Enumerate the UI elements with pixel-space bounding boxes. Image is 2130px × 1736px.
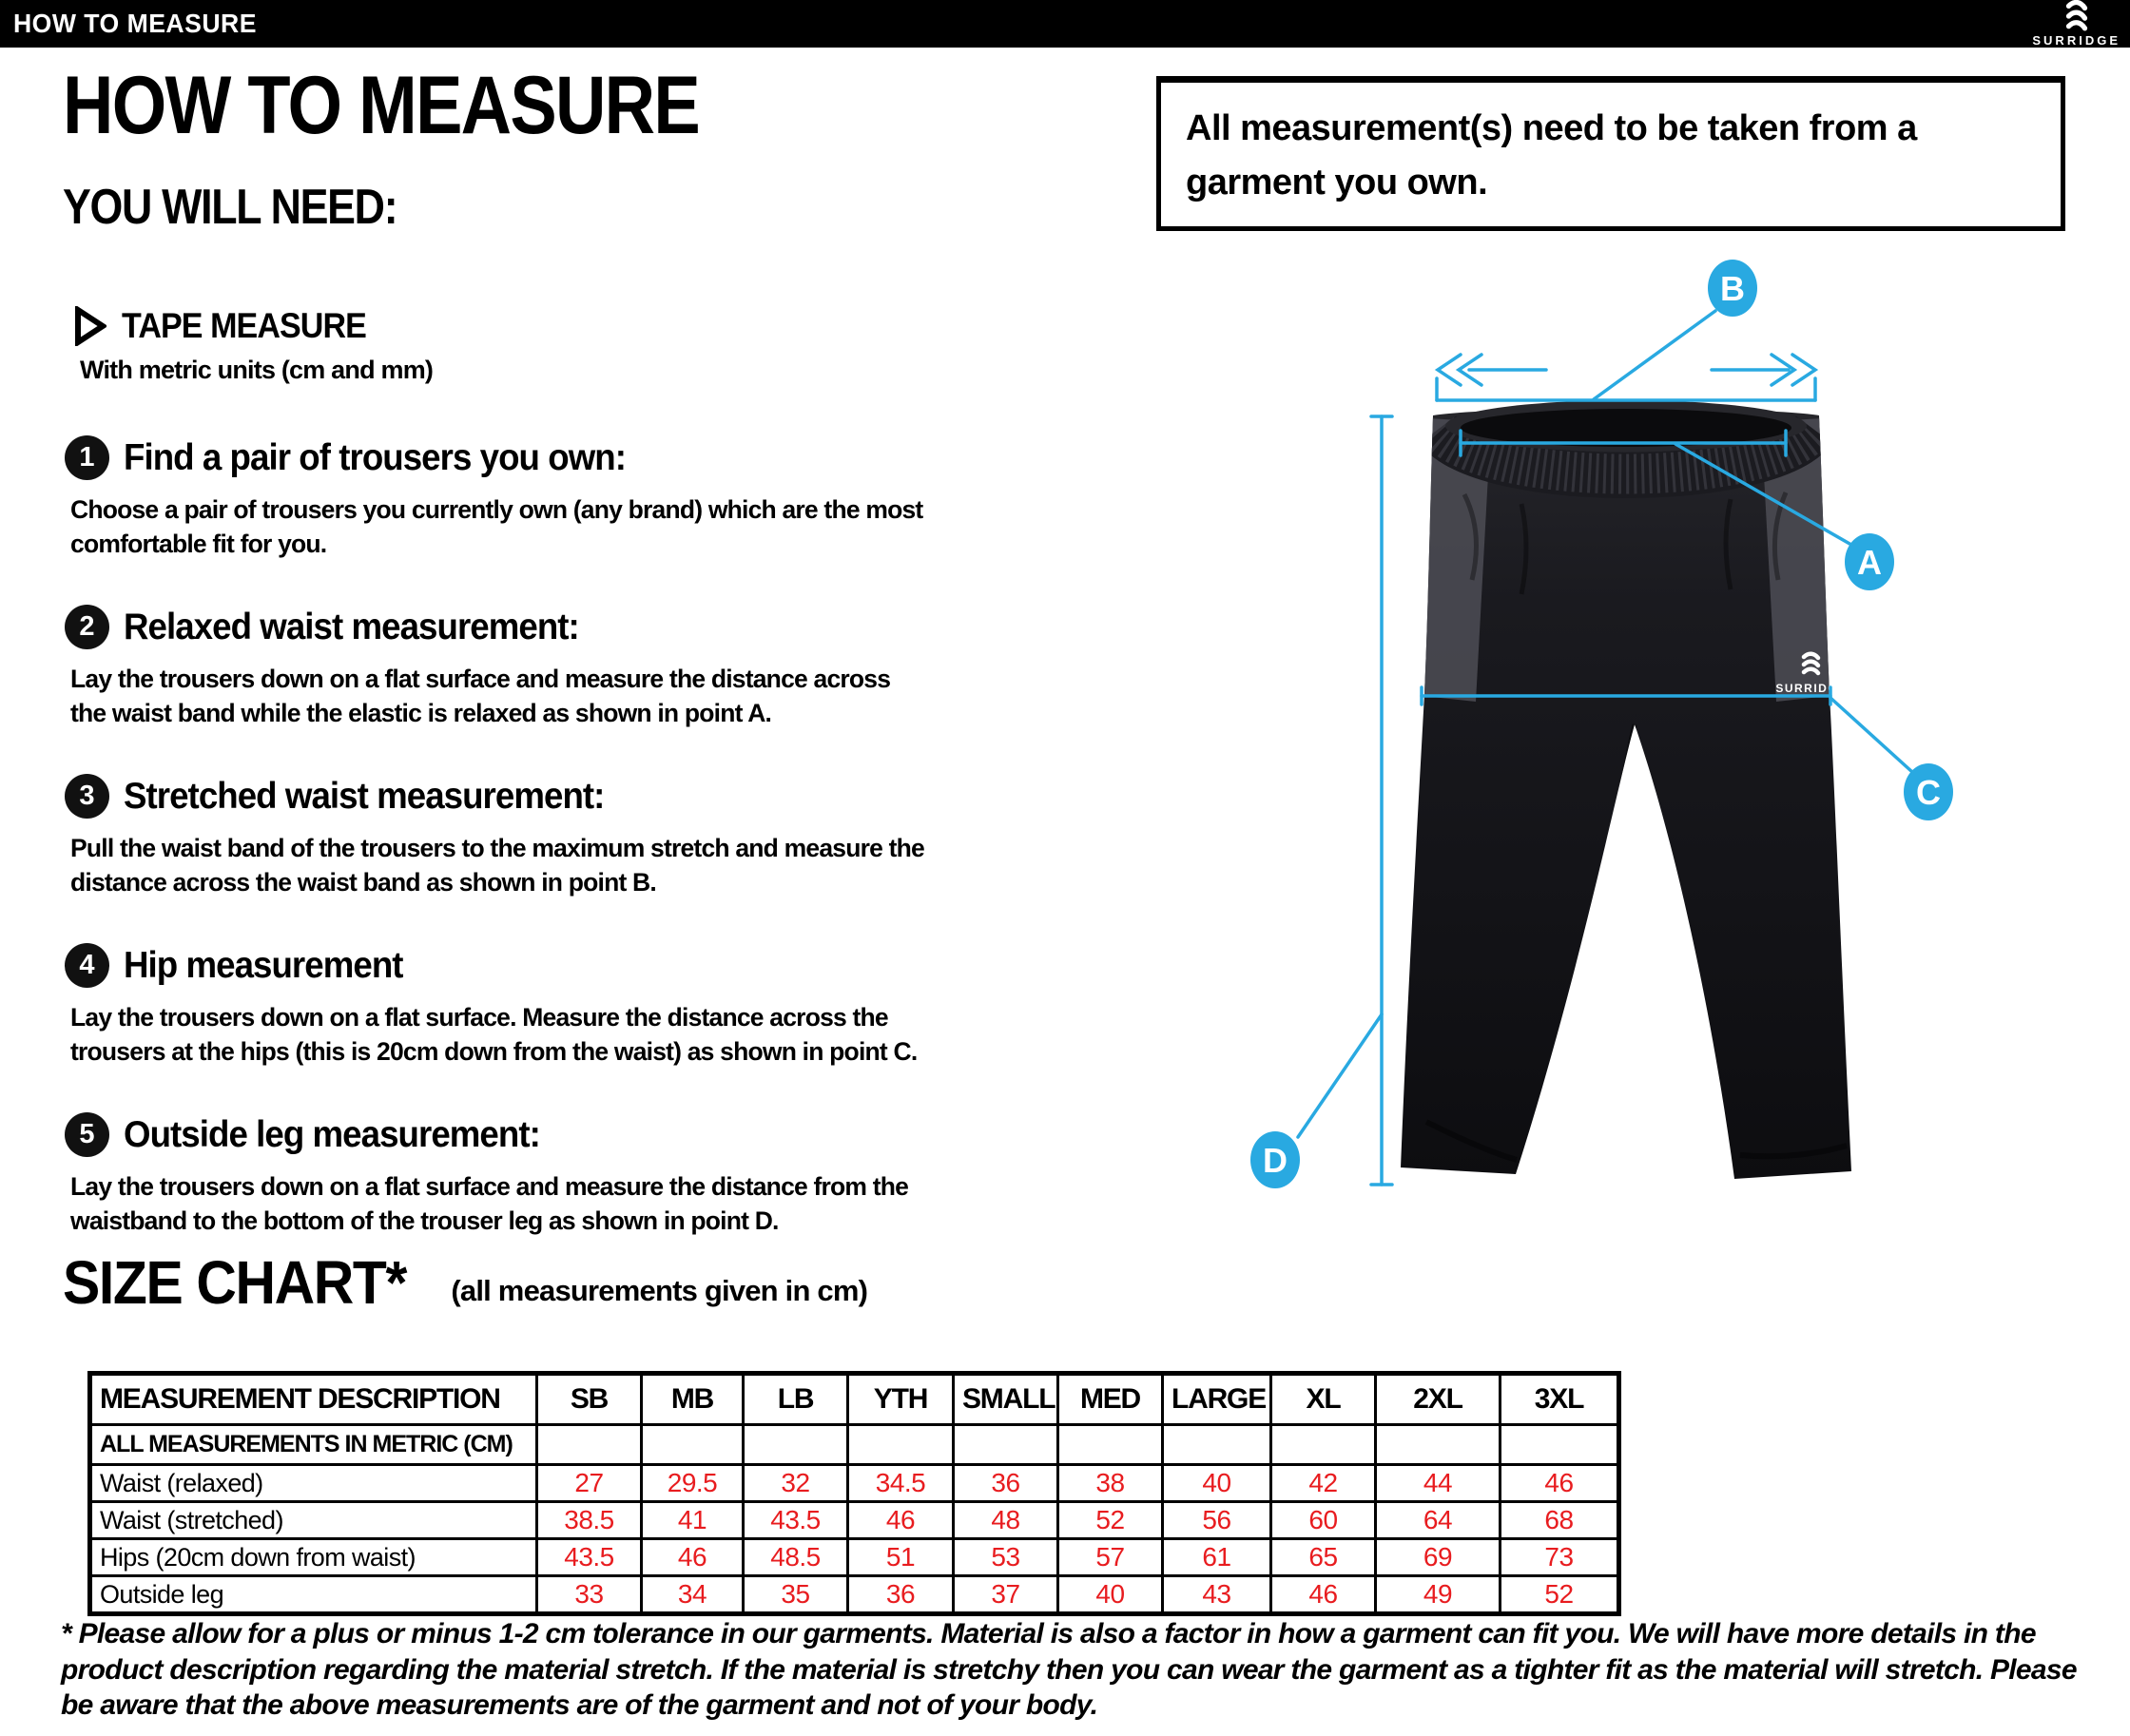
measurement-value: 29.5 [642,1465,744,1502]
empty-cell [1501,1425,1619,1465]
empty-cell [848,1425,954,1465]
empty-cell [954,1425,1058,1465]
size-column-header: MEASUREMENT DESCRIPTION [90,1374,537,1425]
measurement-note-text: All measurement(s) need to be taken from a garment you own. [1186,108,1917,203]
step-heading [65,435,1149,480]
step-title: Find a pair of trousers you own: [124,436,627,478]
tape-measure-label: TAPE MEASURE [122,306,366,345]
measurement-value: 41 [642,1502,744,1539]
size-column-header: YTH [848,1374,954,1425]
measurement-value: 44 [1376,1465,1501,1502]
step-number-badge: 4 [65,943,109,988]
empty-cell [1271,1425,1376,1465]
measurement-value: 36 [954,1465,1058,1502]
step-number-badge: 5 [65,1112,109,1157]
measure-step [65,1112,1149,1238]
empty-cell [1376,1425,1501,1465]
empty-cell [642,1425,744,1465]
measure-step [65,774,1149,899]
measurement-value: 69 [1376,1539,1501,1576]
step-heading [65,1112,1149,1157]
tape-measure-row [74,306,387,346]
measurement-value: 48 [954,1502,1058,1539]
step-description: Pull the waist band of the trousers to the maximum stretch and measure the distance across the waist band as shown in point B. [70,834,924,897]
size-chart-table [87,1371,1621,1616]
empty-cell [744,1425,848,1465]
measurement-value: 40 [1058,1576,1163,1614]
step-title: Stretched waist measurement: [124,775,605,817]
measurement-row [90,1502,1619,1539]
measurement-value: 43.5 [537,1539,642,1576]
size-column-header: 3XL [1501,1374,1619,1425]
trousers-diagram [1227,238,1987,1226]
step-heading [65,943,1149,988]
leader-line-d [1298,1014,1382,1137]
size-column-header: XL [1271,1374,1376,1425]
svg-text:SURRIDGE: SURRIDGE [1775,682,1848,695]
svg-text:A: A [1857,543,1882,582]
measurement-value: 43 [1163,1576,1271,1614]
leader-line-c [1830,698,1912,772]
size-column-header: SMALL [954,1374,1058,1425]
measurement-row [90,1539,1619,1576]
size-column-header: 2XL [1376,1374,1501,1425]
measurement-value: 73 [1501,1539,1619,1576]
size-chart-title: SIZE CHART* [63,1248,407,1317]
measurement-value: 46 [1271,1576,1376,1614]
measurement-value: 53 [954,1539,1058,1576]
step-title: Hip measurement [124,944,403,986]
step-number-badge: 1 [65,435,109,480]
measurement-label: Outside leg [90,1576,537,1614]
measure-step [65,943,1149,1069]
size-column-header: SB [537,1374,642,1425]
leader-line-b [1594,311,1715,399]
measurement-value: 43.5 [744,1502,848,1539]
step-description: Lay the trousers down on a flat surface and measure the distance from the waistband to the bottom of the trouser leg as shown in point D. [70,1172,909,1235]
measurement-value: 64 [1376,1502,1501,1539]
tape-measure-note: With metric units (cm and mm) [80,356,434,384]
step-description: Lay the trousers down on a flat surface. Measure the distance across the trousers at the hips (this is 20cm down from the waist) as shown in point C. [70,1003,918,1066]
measurement-value: 27 [537,1465,642,1502]
measurement-value: 46 [1501,1465,1619,1502]
empty-cell [1058,1425,1163,1465]
step-description: Choose a pair of trousers you currently own (any brand) which are the most comfortable fit for you. [70,495,923,558]
size-table-header-row [90,1374,1619,1425]
play-triangle-icon [74,306,106,346]
measurement-value: 48.5 [744,1539,848,1576]
top-bar-title: HOW TO MEASURE [13,9,257,38]
measure-step [65,435,1149,561]
size-column-header: MB [642,1374,744,1425]
page-title: HOW TO MEASURE [63,60,699,151]
svg-text:D: D [1263,1141,1288,1180]
measurement-value: 61 [1163,1539,1271,1576]
step-title: Outside leg measurement: [124,1113,540,1155]
measurement-row [90,1465,1619,1502]
size-column-header: LB [744,1374,848,1425]
measurement-value: 38.5 [537,1502,642,1539]
measurement-value: 46 [642,1539,744,1576]
measurement-label: Waist (stretched) [90,1502,537,1539]
measurement-value: 51 [848,1539,954,1576]
step-description: Lay the trousers down on a flat surface and measure the distance across the waist band while the elastic is relaxed as shown in point A. [70,665,891,727]
measurement-value: 35 [744,1576,848,1614]
measurement-value: 36 [848,1576,954,1614]
size-column-header: MED [1058,1374,1163,1425]
measurement-value: 46 [848,1502,954,1539]
measurement-value: 57 [1058,1539,1163,1576]
metric-units-label: ALL MEASUREMENTS IN METRIC (CM) [90,1425,537,1465]
empty-cell [537,1425,642,1465]
surridge-logo [2032,0,2120,48]
metric-units-row [90,1425,1619,1465]
size-chart-subtitle: (all measurements given in cm) [451,1274,868,1307]
surridge-s-icon [2064,0,2089,32]
size-chart-heading-row [63,1247,867,1318]
measurement-value: 37 [954,1576,1058,1614]
measurement-value: 52 [1501,1576,1619,1614]
measure-step [65,605,1149,730]
measurement-value: 56 [1163,1502,1271,1539]
measurement-value: 33 [537,1576,642,1614]
measurement-value: 40 [1163,1465,1271,1502]
measurement-value: 65 [1271,1539,1376,1576]
svg-text:B: B [1720,269,1745,308]
measurement-value: 68 [1501,1502,1619,1539]
top-bar [0,0,2130,48]
svg-text:C: C [1916,773,1941,812]
size-column-header: LARGE [1163,1374,1271,1425]
step-heading [65,605,1149,649]
step-title: Relaxed waist measurement: [124,606,579,647]
step-number-badge: 2 [65,605,109,649]
measurement-label: Waist (relaxed) [90,1465,537,1502]
step-number-badge: 3 [65,774,109,819]
measurement-value: 32 [744,1465,848,1502]
measurement-row [90,1576,1619,1614]
measurement-value: 60 [1271,1502,1376,1539]
measurement-value: 38 [1058,1465,1163,1502]
measurement-note-box [1156,76,2065,231]
tolerance-footnote: * Please allow for a plus or minus 1-2 cm tolerance in our garments. Material is also a factor in how a garment can fit you. We will have more details in the product description regarding the material stretch. If the material is stretchy then you can wear the garment as a tighter fit as the material will stretch. Please be aware that the above measurements are of the garment and not of your body. [61,1618,2077,1721]
measurement-value: 42 [1271,1465,1376,1502]
trousers-photo [1401,400,1851,1179]
surridge-wordmark: SURRIDGE [2032,33,2120,48]
measure-steps [65,435,1149,1282]
you-will-need-heading: YOU WILL NEED: [63,180,397,235]
measurement-value: 34 [642,1576,744,1614]
measurement-value: 34.5 [848,1465,954,1502]
step-heading [65,774,1149,819]
empty-cell [1163,1425,1271,1465]
measurement-label: Hips (20cm down from waist) [90,1539,537,1576]
measurement-value: 49 [1376,1576,1501,1614]
measurement-value: 52 [1058,1502,1163,1539]
